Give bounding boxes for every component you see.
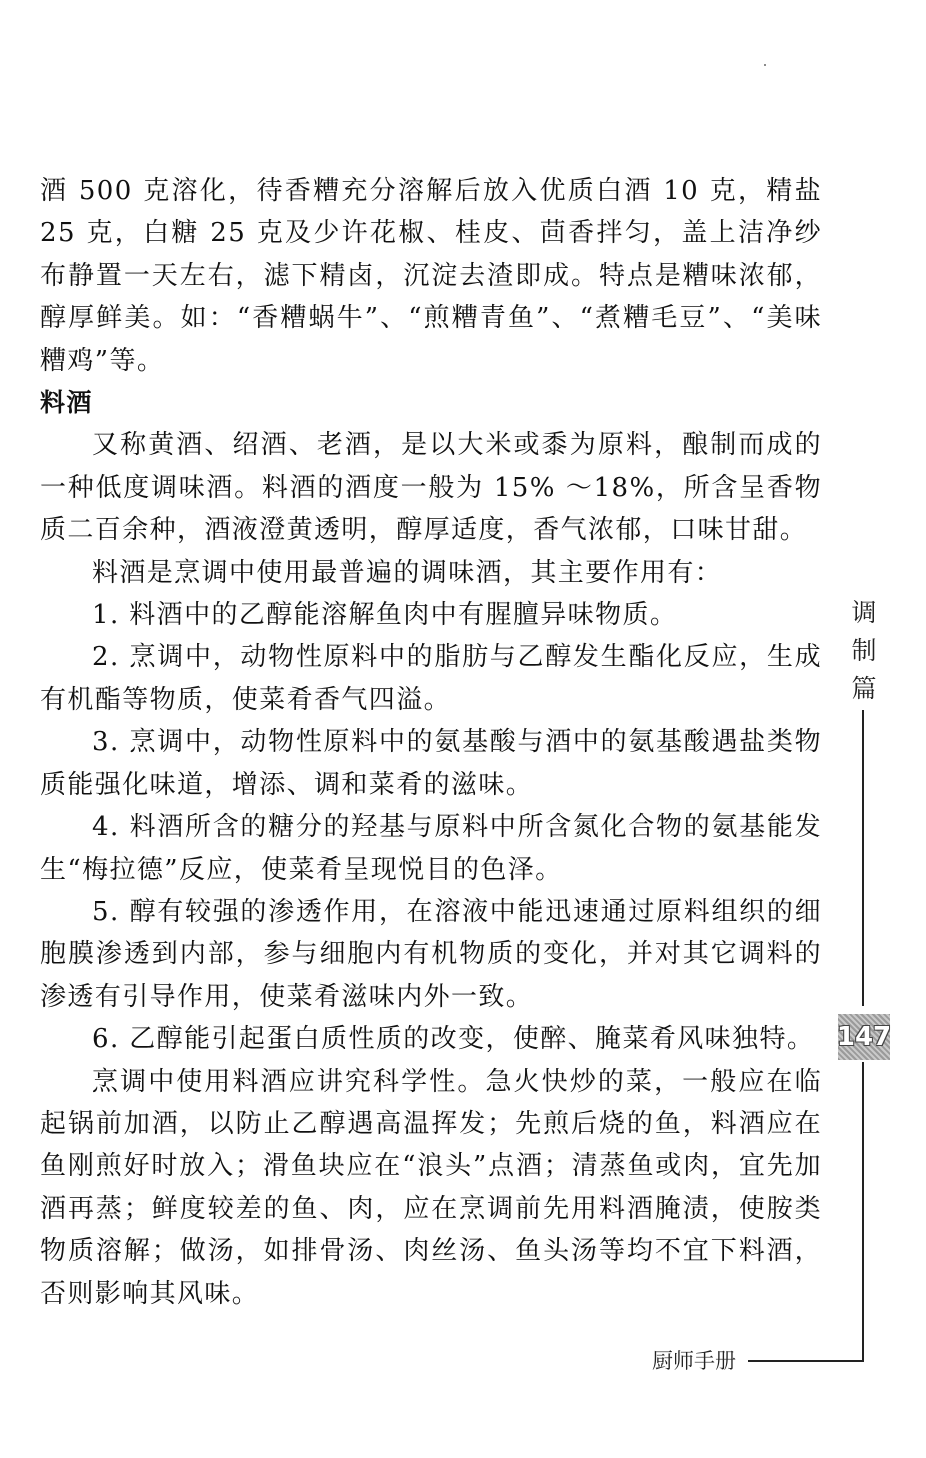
list-item: 5. 醇有较强的渗透作用，在溶液中能迅速通过原料组织的细胞膜渗透到内部，参与细胞内有机物质的变化，并对其它调料的渗透有引导作用，使菜肴滋味内外一致。 <box>40 896 822 1012</box>
section-heading: 料酒 <box>40 388 93 418</box>
margin-rule <box>862 1062 864 1361</box>
paragraph: 烹调中使用料酒应讲究科学性。急火快炒的菜，一般应在临起锅前加酒，以防止乙醇遇高温挥发；先煎后烧的鱼，料酒应在鱼刚煎好时放入；滑鱼块应在“浪头”点酒；清蒸鱼或肉，宜先加酒再蒸；鲜度较差的鱼、肉，应在烹调前先用料酒腌渍，使胺类物质溶解；做汤，如排骨汤、肉丝汤、鱼头汤等均不宜下料酒，否则影响其风味。 <box>40 1066 822 1309</box>
page-number: 147 <box>836 1022 892 1052</box>
footer-book-title: 厨师手册 <box>652 1346 738 1376</box>
list-item: 1. 料酒中的乙醇能溶解鱼肉中有腥膻异味物质。 <box>92 600 678 631</box>
chapter-tab-char: 制 <box>851 636 877 665</box>
paragraph-continued: 酒 500 克溶化，待香糟充分溶解后放入优质白酒 10 克，精盐 25 克，白糖 25 克及少许花椒、桂皮、茴香拌匀，盖上洁净纱布静置一天左右，滤下精卤，沉淀去渣即成。特点是糟味浓郁，醇厚鲜美。如：“香糟蜗牛”、“煎糟青鱼”、“煮糟毛豆”、“美味糟鸡”等。 <box>40 176 822 376</box>
margin-rule <box>862 710 864 1006</box>
paragraph: 料酒是烹调中使用最普遍的调味酒，其主要作用有： <box>92 557 723 588</box>
body-text <box>40 170 822 1315</box>
list-item: 4. 料酒所含的糖分的羟基与原料中所含氮化合物的氨基能发生“梅拉德”反应，使菜肴呈现悦目的色泽。 <box>40 812 822 885</box>
list-item: 2. 烹调中，动物性原料中的脂肪与乙醇发生酯化反应，生成有机酯等物质，使菜肴香气四溢。 <box>40 642 822 715</box>
paragraph: 又称黄酒、绍酒、老酒，是以大米或黍为原料，酿制而成的一种低度调味酒。料酒的酒度一般为 15% ～18%，所含呈香物质二百余种，酒液澄黄透明，醇厚适度，香气浓郁，口味甘甜。 <box>40 430 822 546</box>
footer-rule <box>748 1360 864 1362</box>
speck <box>764 64 766 66</box>
chapter-tab-char: 篇 <box>851 674 877 703</box>
list-item: 3. 烹调中，动物性原料中的氨基酸与酒中的氨基酸遇盐类物质能强化味道，增添、调和菜肴的滋味。 <box>40 727 822 800</box>
chapter-tab-char: 调 <box>851 598 877 627</box>
chapter-tab <box>848 594 880 708</box>
list-item: 6. 乙醇能引起蛋白质性质的改变，使醉、腌菜肴风味独特。 <box>92 1024 815 1055</box>
page-number-box <box>838 1014 890 1060</box>
